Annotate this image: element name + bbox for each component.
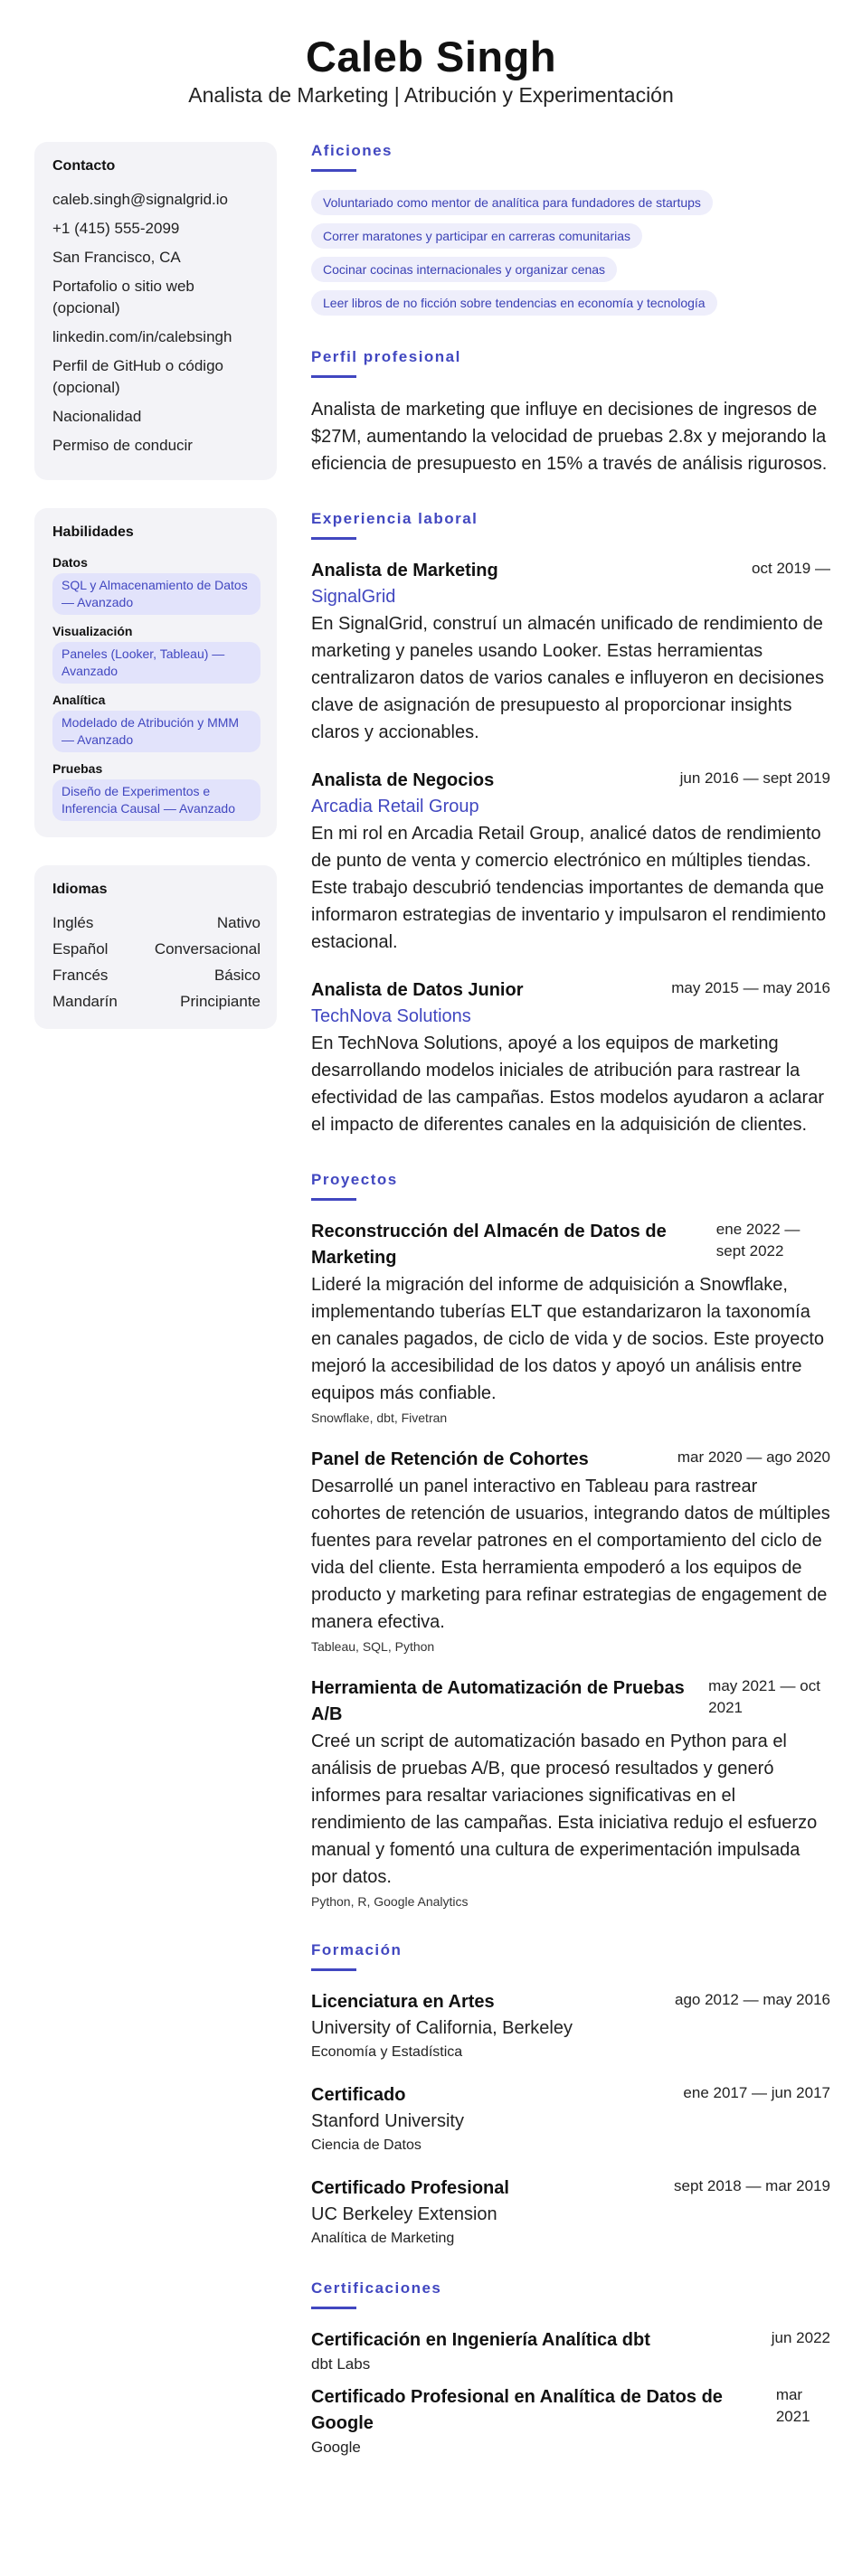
project-tech: Snowflake, dbt, Fivetran (311, 1411, 448, 1425)
project-date: mar 2020 — ago 2020 (677, 1448, 830, 1466)
section-divider (311, 169, 356, 172)
section-divider (311, 1968, 356, 1971)
certification-name: Certificación en Ingeniería Analítica dbt (311, 2330, 650, 2350)
contact-phone[interactable]: +1 (415) 555-2099 (52, 220, 180, 237)
profile-title: Perfil profesional (311, 348, 461, 365)
certifications-section (311, 2279, 830, 2458)
education-institution: Stanford University (311, 2111, 464, 2131)
education-entry (311, 2175, 830, 2247)
hobby-pill: Cocinar cocinas internacionales y organizar cenas (311, 257, 617, 282)
skill-pill: Modelado de Atribución y MMM — Avanzado (52, 711, 260, 752)
skill-group (52, 693, 260, 752)
skill-category: Pruebas (52, 761, 103, 776)
skill-group (52, 555, 260, 615)
main-content (311, 142, 830, 2491)
project-name: Panel de Retención de Cohortes (311, 1449, 589, 1469)
resume-header (0, 0, 862, 125)
contact-portfolio: Portafolio o sitio web (opcional) (52, 278, 194, 316)
job-description: En mi rol en Arcadia Retail Group, analicé datos de rendimiento de punto de venta y comercio electrónico en múltiples tiendas. Este trabajo descubrió tendencias importantes de demanda que informaron estrategias de inventario y impulsaron el rendimiento estacional. (311, 824, 827, 952)
education-entry (311, 2082, 830, 2154)
languages-title: Idiomas (52, 882, 108, 897)
hobby-pill: Leer libros de no ficción sobre tendencias en economía y tecnología (311, 290, 717, 316)
language-name: Mandarín (52, 993, 118, 1010)
language-row (52, 939, 260, 960)
contact-linkedin[interactable]: linkedin.com/in/calebsingh (52, 328, 232, 345)
experience-title: Experiencia laboral (311, 510, 478, 527)
contact-nationality: Nacionalidad (52, 408, 142, 425)
experience-entry (311, 977, 830, 1138)
education-institution: University of California, Berkeley (311, 2018, 573, 2038)
candidate-headline: Analista de Marketing | Atribución y Experimentación (188, 83, 674, 107)
language-level: Nativo (216, 914, 260, 931)
education-field: Ciencia de Datos (311, 2137, 422, 2153)
certification-date: mar 2021 (775, 2386, 810, 2425)
education-degree: Licenciatura en Artes (311, 1992, 495, 2012)
hobbies-title: Aficiones (311, 142, 393, 159)
contact-card (34, 142, 277, 480)
project-date: ene 2022 — sept 2022 (715, 1221, 800, 1260)
education-entry (311, 1989, 830, 2061)
language-name: Francés (52, 967, 109, 984)
project-entry (311, 1219, 830, 1425)
job-role: Analista de Negocios (311, 770, 495, 790)
skill-pill: Paneles (Looker, Tableau) — Avanzado (52, 642, 260, 684)
certification-issuer: dbt Labs (311, 2355, 371, 2373)
certification-entry (311, 2384, 830, 2458)
skills-card (34, 508, 277, 837)
languages-card (34, 865, 277, 1029)
project-description: Creé un script de automatización basado en Python para el análisis de pruebas A/B, que procesó resultados y generó informes para resaltar variaciones significativas en el rendimiento de las campañas. Esta iniciativa redujo el esfuerzo manual y fomentó una cultura de experimentación impulsada por datos. (311, 1731, 818, 1887)
contact-driving-license: Permiso de conducir (52, 437, 193, 454)
education-institution: UC Berkeley Extension (311, 2204, 497, 2224)
skills-title: Habilidades (52, 524, 134, 540)
project-tech: Tableau, SQL, Python (311, 1639, 435, 1654)
job-company[interactable]: Arcadia Retail Group (311, 797, 479, 816)
certification-date: jun 2022 (771, 2329, 830, 2346)
projects-title: Proyectos (311, 1171, 398, 1188)
certification-name: Certificado Profesional en Analítica de Datos de Google (311, 2387, 723, 2433)
job-role: Analista de Datos Junior (311, 980, 524, 1000)
job-date: may 2015 — may 2016 (671, 979, 830, 996)
experience-section (311, 510, 830, 1138)
project-tech: Python, R, Google Analytics (311, 1894, 469, 1909)
profile-section (311, 348, 830, 477)
section-divider (311, 375, 356, 378)
job-date: oct 2019 — (752, 560, 830, 577)
education-date: sept 2018 — mar 2019 (674, 2177, 830, 2194)
job-description: En TechNova Solutions, apoyé a los equipos de marketing desarrollando modelos iniciales de atribución para rastrear la efectividad de las campañas. Estos modelos ayudaron a aclarar el impacto de diferentes canales en la adquisición de clientes. (311, 1033, 824, 1135)
language-row (52, 912, 260, 934)
education-degree: Certificado Profesional (311, 2178, 509, 2198)
hobby-pill: Correr maratones y participar en carreras comunitarias (311, 223, 642, 249)
language-level: Básico (213, 967, 260, 984)
education-degree: Certificado (311, 2085, 406, 2105)
education-field: Analítica de Marketing (311, 2231, 455, 2246)
language-row (52, 965, 260, 986)
contact-email[interactable]: caleb.singh@signalgrid.io (52, 191, 228, 208)
education-section (311, 1941, 830, 2247)
section-divider (311, 1198, 356, 1201)
job-description: En SignalGrid, construí un almacén unificado de rendimiento de marketing y paneles usando Looker. Estas herramientas centralizaron datos de varios canales e influyeron en decisiones clave de asignación de presupuesto al proporcionar insights claros y accionables. (311, 614, 825, 742)
certification-entry (311, 2327, 830, 2375)
language-level: Conversacional (154, 940, 260, 958)
project-date: may 2021 — oct 2021 (708, 1677, 820, 1716)
language-name: Español (52, 940, 109, 958)
candidate-name: Caleb Singh (305, 33, 557, 80)
section-divider (311, 2307, 356, 2309)
certifications-title: Certificaciones (311, 2279, 442, 2297)
hobby-pill: Voluntariado como mentor de analítica para fundadores de startups (311, 190, 713, 215)
project-entry (311, 1675, 830, 1909)
job-role: Analista de Marketing (311, 561, 498, 580)
certification-issuer: Google (311, 2439, 361, 2456)
hobbies-section (311, 142, 830, 316)
education-date: ago 2012 — may 2016 (674, 1991, 830, 2008)
skill-category: Analítica (52, 693, 106, 707)
skill-category: Datos (52, 555, 88, 570)
contact-location: San Francisco, CA (52, 249, 181, 266)
project-name: Herramienta de Automatización de Pruebas A/B (311, 1678, 685, 1724)
contact-github: Perfil de GitHub o código (opcional) (52, 357, 223, 396)
skill-pill: Diseño de Experimentos e Inferencia Causal — Avanzado (52, 779, 260, 821)
project-description: Lideré la migración del informe de adquisición a Snowflake, implementando tuberías ELT que estandarizaron la taxonomía en canales pagados, de ciclo de vida y de socios. Este proyecto mejoró la accesibilidad de los datos y apoyó un análisis entre equipos más confiable. (311, 1275, 825, 1403)
language-name: Inglés (52, 914, 94, 931)
project-name: Reconstrucción del Almacén de Datos de Marketing (311, 1222, 667, 1268)
skill-group (52, 761, 260, 821)
education-date: ene 2017 — jun 2017 (683, 2084, 830, 2101)
job-company[interactable]: TechNova Solutions (311, 1006, 471, 1026)
profile-summary: Analista de marketing que influye en decisiones de ingresos de $27M, aumentando la velocidad de pruebas 2.8x y mejorando la eficiencia de presupuesto en 15% a través de análisis rigurosos. (311, 400, 828, 474)
project-entry (311, 1447, 830, 1654)
language-level: Principiante (180, 993, 260, 1010)
sidebar (34, 142, 277, 1057)
education-field: Economía y Estadística (311, 2044, 463, 2060)
skill-category: Visualización (52, 624, 133, 638)
job-date: jun 2016 — sept 2019 (679, 769, 830, 787)
education-title: Formación (311, 1941, 403, 1958)
contact-title: Contacto (52, 158, 116, 174)
project-description: Desarrollé un panel interactivo en Tableau para rastrear cohortes de retención de usuarios, integrando datos de múltiples fuentes para revelar patrones en el comportamiento del ciclo de vida del cliente. Esta herramienta empoderó a los equipos de producto y marketing para refinar estrategias de engagement de manera efectiva. (311, 1477, 830, 1632)
experience-entry (311, 558, 830, 746)
language-row (52, 991, 260, 1013)
skill-group (52, 624, 260, 684)
job-company[interactable]: SignalGrid (311, 587, 396, 607)
experience-entry (311, 768, 830, 956)
skill-pill: SQL y Almacenamiento de Datos — Avanzado (52, 573, 260, 615)
section-divider (311, 537, 356, 540)
projects-section (311, 1171, 830, 1909)
